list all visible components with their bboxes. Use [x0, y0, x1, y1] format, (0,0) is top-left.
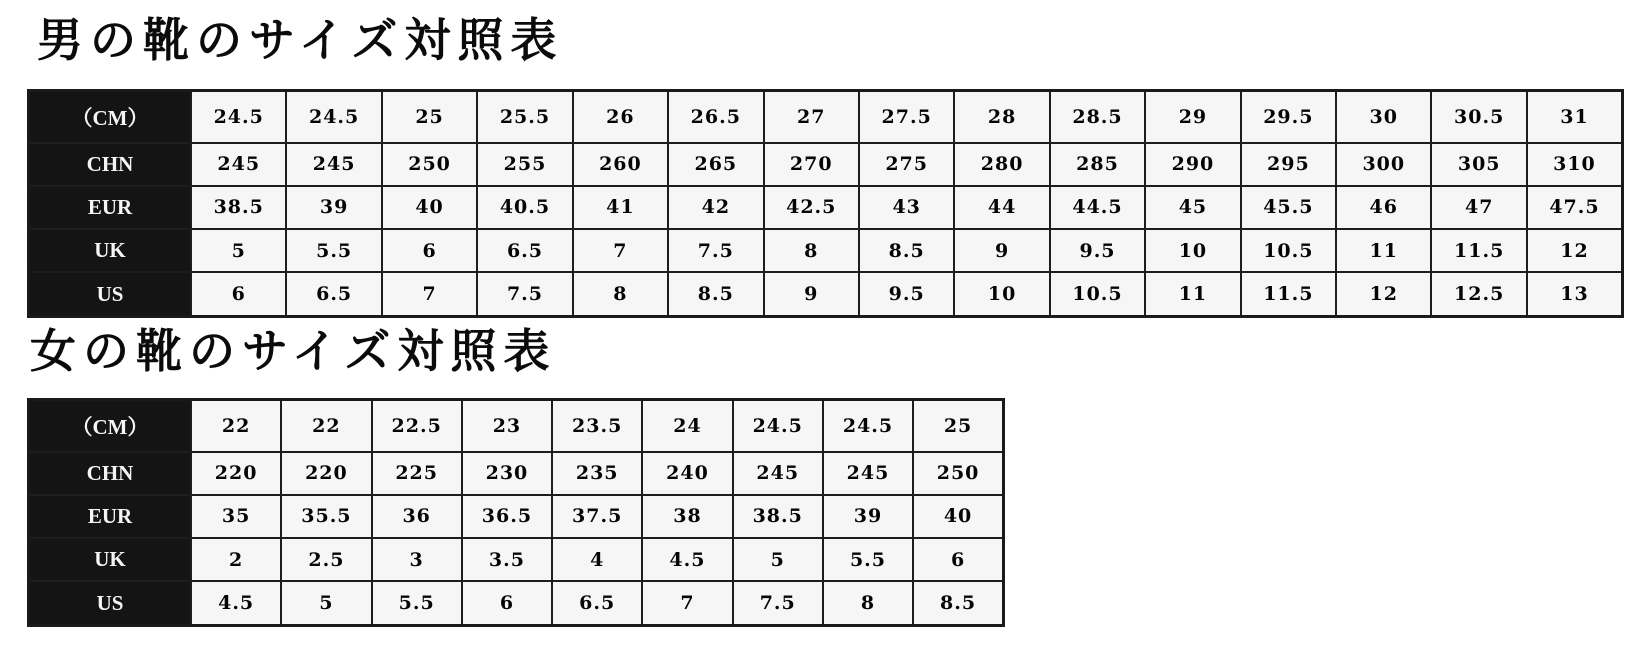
size-cell: 220 [281, 452, 371, 495]
size-cell: 13 [1527, 272, 1623, 316]
size-cell: 8.5 [668, 272, 763, 316]
size-cell: 245 [733, 452, 823, 495]
size-cell: 7 [573, 229, 668, 272]
size-cell: 270 [764, 143, 859, 186]
table-row [29, 229, 1623, 272]
size-cell: 4.5 [191, 581, 281, 625]
size-cell: 11 [1336, 229, 1431, 272]
size-cell: 5 [281, 581, 371, 625]
size-cell: 5.5 [372, 581, 462, 625]
size-cell: 225 [372, 452, 462, 495]
size-cell: 260 [573, 143, 668, 186]
size-cell: 8 [764, 229, 859, 272]
size-cell: 2.5 [281, 538, 371, 581]
size-cell: 28 [954, 91, 1049, 143]
size-cell: 285 [1050, 143, 1145, 186]
size-cell: 4.5 [642, 538, 732, 581]
size-cell: 12 [1336, 272, 1431, 316]
size-cell: 12.5 [1431, 272, 1526, 316]
size-cell: 24.5 [823, 400, 913, 452]
size-cell: 8 [573, 272, 668, 316]
size-cell: 25.5 [477, 91, 572, 143]
size-cell: 36.5 [462, 495, 552, 538]
size-cell: 43 [859, 186, 954, 229]
size-cell: 6 [191, 272, 286, 316]
size-cell: 11.5 [1431, 229, 1526, 272]
size-cell: 24 [642, 400, 732, 452]
table-row [29, 452, 1004, 495]
row-header-cell: UK [29, 538, 192, 581]
size-cell: 10.5 [1050, 272, 1145, 316]
size-cell: 11 [1145, 272, 1240, 316]
size-cell: 42 [668, 186, 763, 229]
size-cell: 29.5 [1241, 91, 1336, 143]
size-cell: 38.5 [191, 186, 286, 229]
size-cell: 6.5 [552, 581, 642, 625]
size-cell: 6 [462, 581, 552, 625]
size-cell: 36 [372, 495, 462, 538]
size-cell: 240 [642, 452, 732, 495]
size-cell: 250 [913, 452, 1003, 495]
size-cell: 29 [1145, 91, 1240, 143]
table-row [29, 91, 1623, 143]
row-header-cell: UK [29, 229, 192, 272]
size-cell: 6 [913, 538, 1003, 581]
size-cell: 24.5 [733, 400, 823, 452]
size-cell: 23 [462, 400, 552, 452]
table-row [29, 272, 1623, 316]
size-cell: 39 [286, 186, 381, 229]
size-cell: 6.5 [477, 229, 572, 272]
row-header-cell: EUR [29, 495, 192, 538]
size-cell: 5 [191, 229, 286, 272]
size-cell: 44 [954, 186, 1049, 229]
size-cell: 28.5 [1050, 91, 1145, 143]
row-header-cell: CHN [29, 452, 192, 495]
table-row [29, 538, 1004, 581]
womens-table-title: 女の靴のサイズ対照表 [30, 326, 557, 377]
size-cell: 250 [382, 143, 477, 186]
size-cell: 45 [1145, 186, 1240, 229]
size-cell: 11.5 [1241, 272, 1336, 316]
size-cell: 24.5 [286, 91, 381, 143]
size-cell: 9.5 [1050, 229, 1145, 272]
size-cell: 40 [382, 186, 477, 229]
mens-table-title: 男の靴のサイズ対照表 [37, 15, 564, 66]
size-cell: 45.5 [1241, 186, 1336, 229]
size-cell: 27.5 [859, 91, 954, 143]
size-cell: 8.5 [859, 229, 954, 272]
size-cell: 22 [281, 400, 371, 452]
size-cell: 305 [1431, 143, 1526, 186]
size-cell: 30 [1336, 91, 1431, 143]
row-header-cell: CHN [29, 143, 192, 186]
size-cell: 41 [573, 186, 668, 229]
table-row [29, 143, 1623, 186]
size-cell: 8 [823, 581, 913, 625]
size-cell: 35.5 [281, 495, 371, 538]
size-cell: 245 [823, 452, 913, 495]
size-cell: 10.5 [1241, 229, 1336, 272]
size-cell: 245 [286, 143, 381, 186]
size-cell: 22.5 [372, 400, 462, 452]
size-cell: 255 [477, 143, 572, 186]
size-cell: 7 [382, 272, 477, 316]
size-cell: 7.5 [668, 229, 763, 272]
row-header-cell: EUR [29, 186, 192, 229]
womens-size-table [27, 398, 1005, 627]
size-cell: 40 [913, 495, 1003, 538]
size-cell: 220 [191, 452, 281, 495]
size-cell: 9 [764, 272, 859, 316]
table-row [29, 186, 1623, 229]
size-cell: 310 [1527, 143, 1623, 186]
size-cell: 24.5 [191, 91, 286, 143]
size-cell: 37.5 [552, 495, 642, 538]
size-cell: 25 [382, 91, 477, 143]
size-cell: 38.5 [733, 495, 823, 538]
row-header-cell: （CM） [29, 91, 192, 143]
size-cell: 5.5 [286, 229, 381, 272]
size-cell: 6.5 [286, 272, 381, 316]
size-cell: 10 [1145, 229, 1240, 272]
size-cell: 245 [191, 143, 286, 186]
size-cell: 2 [191, 538, 281, 581]
size-cell: 290 [1145, 143, 1240, 186]
size-cell: 23.5 [552, 400, 642, 452]
size-cell: 5.5 [823, 538, 913, 581]
size-cell: 9.5 [859, 272, 954, 316]
size-cell: 38 [642, 495, 732, 538]
size-cell: 47 [1431, 186, 1526, 229]
size-cell: 25 [913, 400, 1003, 452]
size-cell: 3 [372, 538, 462, 581]
size-cell: 8.5 [913, 581, 1003, 625]
size-cell: 275 [859, 143, 954, 186]
row-header-cell: （CM） [29, 400, 192, 452]
size-cell: 7 [642, 581, 732, 625]
size-cell: 4 [552, 538, 642, 581]
size-cell: 295 [1241, 143, 1336, 186]
size-cell: 265 [668, 143, 763, 186]
size-cell: 40.5 [477, 186, 572, 229]
size-cell: 6 [382, 229, 477, 272]
size-cell: 300 [1336, 143, 1431, 186]
table-row [29, 581, 1004, 625]
table-row [29, 495, 1004, 538]
size-cell: 230 [462, 452, 552, 495]
size-cell: 9 [954, 229, 1049, 272]
size-cell: 26.5 [668, 91, 763, 143]
size-cell: 35 [191, 495, 281, 538]
size-cell: 26 [573, 91, 668, 143]
size-cell: 30.5 [1431, 91, 1526, 143]
row-header-cell: US [29, 272, 192, 316]
size-cell: 27 [764, 91, 859, 143]
size-cell: 44.5 [1050, 186, 1145, 229]
size-cell: 235 [552, 452, 642, 495]
row-header-cell: US [29, 581, 192, 625]
size-cell: 7.5 [733, 581, 823, 625]
size-cell: 280 [954, 143, 1049, 186]
size-cell: 3.5 [462, 538, 552, 581]
size-cell: 22 [191, 400, 281, 452]
size-cell: 31 [1527, 91, 1623, 143]
size-cell: 12 [1527, 229, 1623, 272]
table-row [29, 400, 1004, 452]
size-cell: 42.5 [764, 186, 859, 229]
mens-size-table [27, 89, 1624, 318]
size-cell: 47.5 [1527, 186, 1623, 229]
size-cell: 7.5 [477, 272, 572, 316]
size-cell: 5 [733, 538, 823, 581]
size-cell: 10 [954, 272, 1049, 316]
size-cell: 46 [1336, 186, 1431, 229]
size-cell: 39 [823, 495, 913, 538]
